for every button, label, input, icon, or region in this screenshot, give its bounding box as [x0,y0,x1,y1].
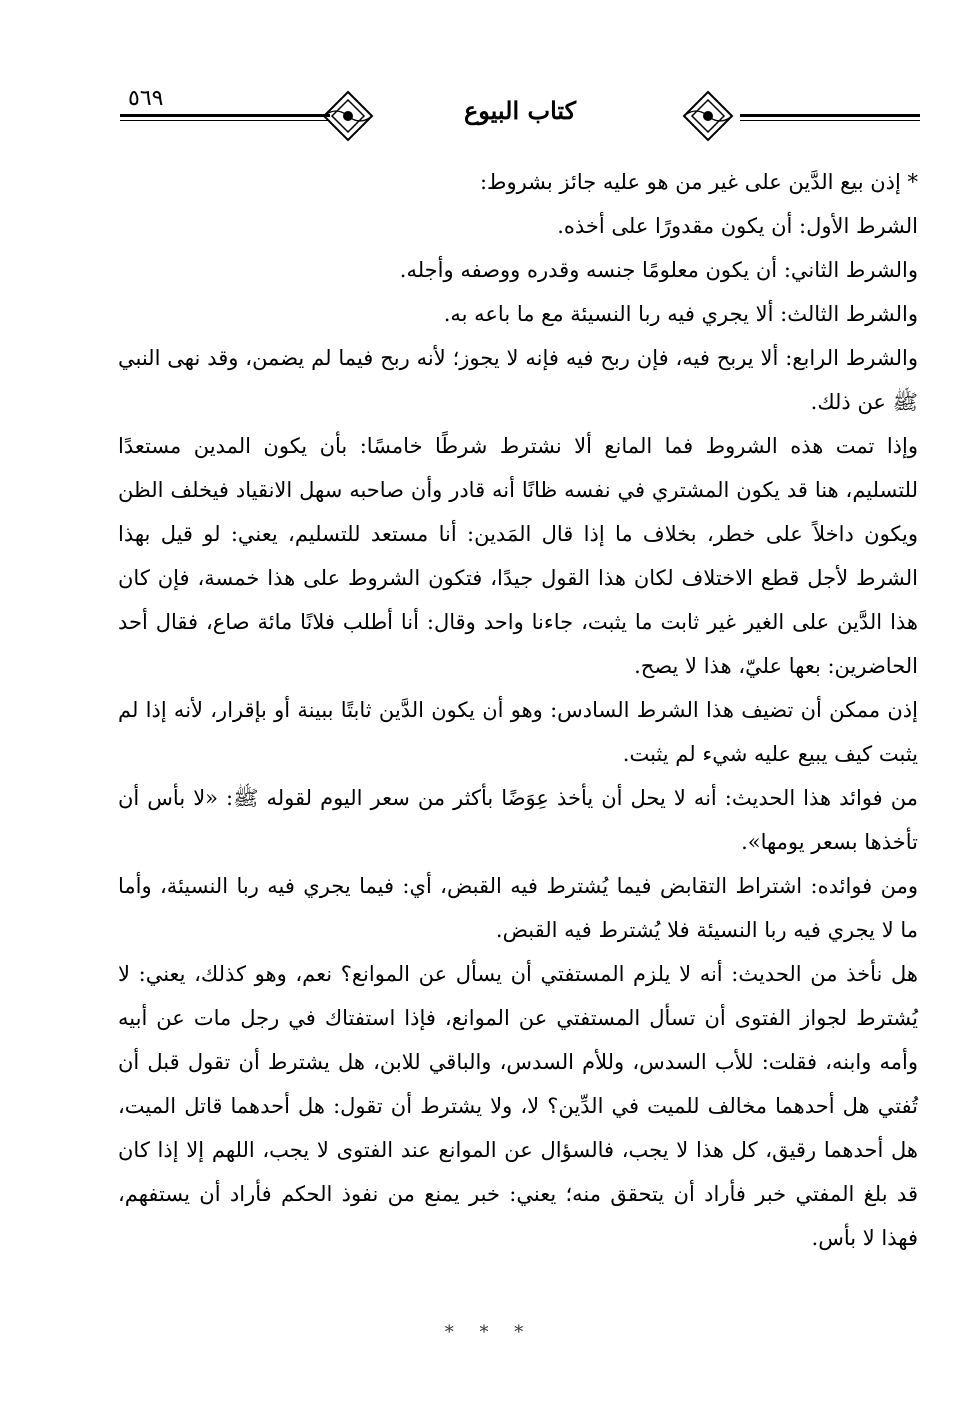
header-rule-right [740,114,920,117]
page-header [120,80,920,160]
paragraph: من فوائد هذا الحديث: أنه لا يحل أن يأخذ عِوَضًا بأكثر من سعر اليوم لقوله ﷺ: «لا بأس أن تأخذها بسعر يومها». [118,786,918,854]
page-number: ٥٦٩ [128,86,164,111]
paragraph: هل نأخذ من الحديث: أنه لا يلزم المستفتي أن يسأل عن الموانع؟ نعم، وهو كذلك، يعني: لا يُشترط لجواز الفتوى أن تسأل المستفتي عن الموانع، فإذا استفتاك في رجل مات عن أبيه وأمه وابنه، فقلت: للأب السدس، وللأم السدس، والباقي للابن، هل يشترط أن تقول قبل أن تُفتي هل أحدهما مخالف للميت في الدِّين؟ لا، ولا يشترط أن تقول: هل أحدهما قاتل الميت، هل أحدهما رقيق، كل هذا لا يجب، فالسؤال عن الموانع عند الفتوى لا يجب، اللهم إلا إذا كان قد بلغ المفتي خبر فأراد أن يتحقق منه؛ يعني: خبر يمنع من نفوذ الحكم فأراد أن يستفهم، فهذا لا بأس. [118,962,918,1250]
paragraph: والشرط الثاني: أن يكون معلومًا جنسه وقدره ووصفه وأجله. [399,258,918,282]
body-text [118,160,918,1260]
ornament-left-icon [320,88,376,144]
paragraph: إذن ممكن أن تضيف هذا الشرط السادس: وهو أن يكون الدَّين ثابتًا ببينة أو بإقرار، لأنه إذا لم يثبت كيف يبيع عليه شيء لم يثبت. [118,698,918,766]
section-separator: * * * [444,1322,534,1343]
paragraph: وإذا تمت هذه الشروط فما المانع ألا نشترط شرطًا خامسًا: بأن يكون المدين مستعدًا للتسليم، هنا قد يكون المشتري في نفسه ظانًا أنه قادر وأن صاحبه سهل الانقياد فيخلف الظن ويكون داخلاً على خطر، بخلاف ما إذا قال المَدين: أنا مستعد للتسليم، يعني: لو قيل بهذا الشرط لأجل قطع الاختلاف لكان هذا القول جيدًا، فتكون الشروط على هذا خمسة، فإن كان هذا الدَّين على الغير غير ثابت ما يثبت، جاءنا واحد وقال: أنا أطلب فلانًا مائة صاع، فقال أحد الحاضرين: بعها عليّ، هذا لا يصح. [118,434,918,678]
paragraph: ومن فوائده: اشتراط التقابض فيما يُشترط فيه القبض، أي: فيما يجري فيه ربا النسيئة، وأما ما لا يجري فيه ربا النسيئة فلا يُشترط فيه القبض. [118,874,918,942]
paragraph: * إذن بيع الدَّين على غير من هو عليه جائز بشروط: [479,170,918,194]
header-rule-right-thin [740,120,920,121]
paragraph: الشرط الأول: أن يكون مقدورًا على أخذه. [557,214,918,238]
paragraph: والشرط الرابع: ألا يربح فيه، فإن ربح فيه فإنه لا يجوز؛ لأنه ربح فيما لم يضمن، وقد نهى النبي ﷺ عن ذلك. [118,346,918,414]
header-rule-left [120,114,330,117]
paragraph: والشرط الثالث: ألا يجري فيه ربا النسيئة مع ما باعه به. [443,302,918,326]
ornament-right-icon [680,88,736,144]
running-title: كتاب البيوع [463,96,577,125]
header-rule-left-thin [120,120,330,121]
